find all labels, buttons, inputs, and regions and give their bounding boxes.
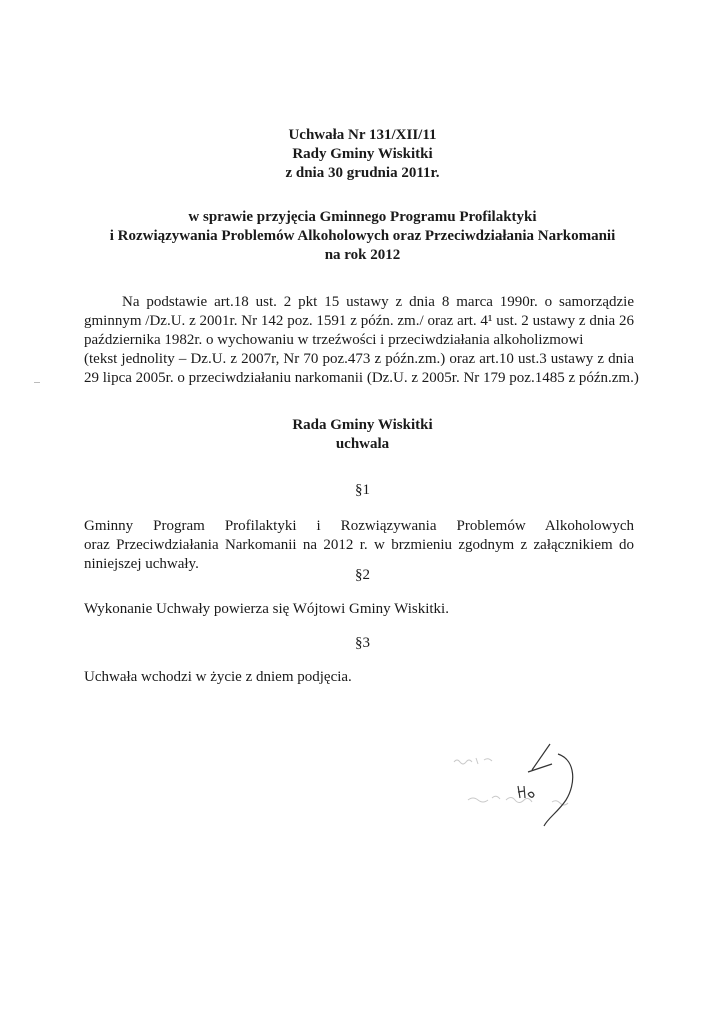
section-3-text: Uchwała wchodzi w życie z dniem podjęcia. — [84, 669, 352, 685]
legal-basis-line: Na podstawie art.18 ust. 2 pkt 15 ustawy z dnia 8 marca 1990r. o samorządzie — [122, 294, 634, 310]
section-2-text: Wykonanie Uchwały powierza się Wójtowi Gminy Wiskitki. — [84, 601, 449, 617]
subject-line-2: i Rozwiązywania Problemów Alkoholowych oraz Przeciwdziałania Narkomanii — [109, 228, 616, 244]
section-1-line: oraz Przeciwdziałania Narkomanii na 2012 r. w brzmieniu zgodnym z załącznikiem do — [84, 537, 634, 553]
section-2-mark: §2 — [355, 567, 370, 583]
legal-basis-line: 29 lipca 2005r. o przeciwdziałaniu narkomanii (Dz.U. z 2005r. Nr 179 poz.1485 z późn.zm.) — [84, 370, 639, 386]
legal-basis-line: października 1982r. o wychowaniu w trzeźwości i przeciwdziałania alkoholizmowi — [84, 332, 584, 348]
legal-basis-line: (tekst jednolity – Dz.U. z 2007r, Nr 70 poz.473 z późn.zm.) oraz art.10 ust.3 ustawy z dnia — [84, 351, 634, 367]
legal-basis-paragraph — [84, 293, 639, 388]
section-3-mark: §3 — [355, 635, 370, 651]
resolution-subject — [0, 208, 725, 265]
council-resolves — [0, 416, 725, 454]
subject-line-1: w sprawie przyjęcia Gminnego Programu Profilaktyki — [188, 209, 537, 225]
section-1-text — [84, 517, 634, 574]
council-heading: Rada Gminy Wiskitki — [292, 417, 433, 433]
resolution-number: Uchwała Nr 131/XII/11 — [288, 127, 437, 143]
section-1-mark: §1 — [355, 482, 370, 498]
section-1-line: Gminny Program Profilaktyki i Rozwiązywania Problemów Alkoholowych — [84, 518, 634, 534]
signature — [448, 740, 598, 830]
council-name: Rady Gminy Wiskitki — [292, 146, 433, 162]
legal-basis-line: gminnym /Dz.U. z 2001r. Nr 142 poz. 1591 z późn. zm./ oraz art. 4¹ ust. 2 ustawy z dnia 26 — [84, 313, 634, 329]
margin-mark — [34, 382, 40, 383]
subject-line-3: na rok 2012 — [324, 247, 401, 263]
resolution-title — [0, 126, 725, 183]
resolution-date: z dnia 30 grudnia 2011r. — [285, 165, 440, 181]
resolves-word: uchwala — [335, 436, 390, 452]
section-1-line: niniejszej uchwały. — [84, 556, 199, 572]
